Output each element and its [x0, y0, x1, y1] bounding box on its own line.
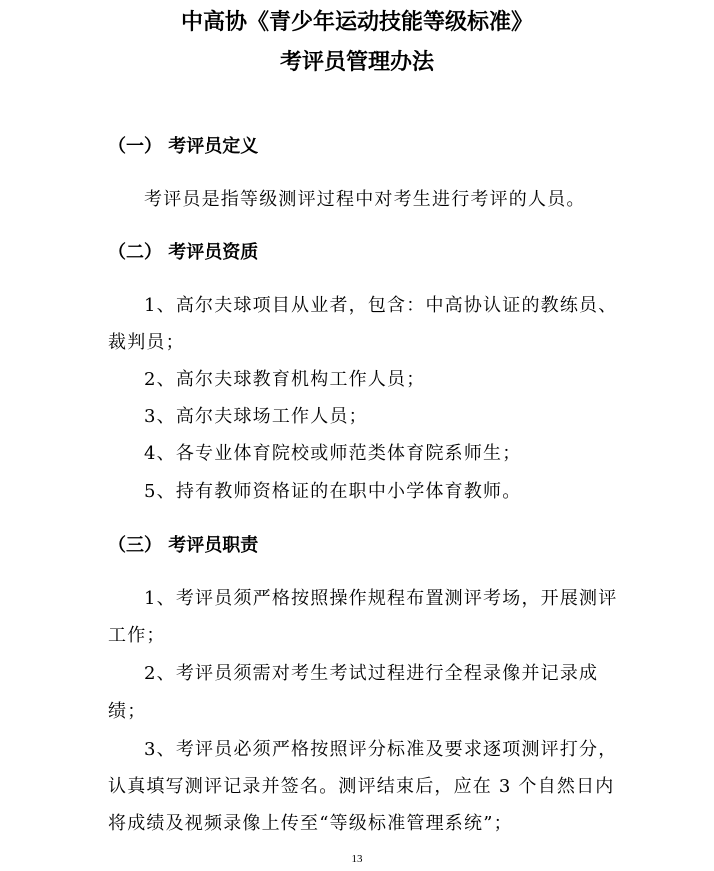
section-heading-definition: （一） 考评员定义: [108, 136, 259, 157]
list-item: 1、高尔夫球项目从业者，包含：中高协认证的教练员、: [144, 295, 618, 316]
list-item-continuation: 认真填写测评记录并签名。测评结束后，应在 3 个自然日内: [108, 776, 615, 797]
list-item-continuation: 将成绩及视频录像上传至“等级标准管理系统”；: [108, 813, 513, 834]
page-number: 13: [351, 853, 363, 865]
list-item-continuation: 绩；: [108, 701, 147, 722]
document-title: 中高协《青少年运动技能等级标准》: [180, 10, 533, 35]
list-item: 2、高尔夫球教育机构工作人员；: [144, 369, 426, 390]
list-item: 2、考评员须需对考生考试过程进行全程录像并记录成: [144, 663, 599, 684]
list-item-continuation: 裁判员；: [108, 332, 185, 353]
list-item: 1、考评员须严格按照操作规程布置测评考场，开展测评: [144, 588, 618, 609]
section-heading-qualification: （二） 考评员资质: [108, 242, 259, 263]
list-item: 5、持有教师资格证的在职中小学体育教师。: [144, 481, 522, 502]
section-heading-duties: （三） 考评员职责: [108, 535, 259, 556]
list-item: 3、高尔夫球场工作人员；: [144, 406, 368, 427]
list-item-continuation: 工作；: [108, 625, 166, 646]
list-item: 3、考评员必须严格按照评分标准及要求逐项测评打分，: [144, 739, 618, 760]
paragraph-line: 考评员是指等级测评过程中对考生进行考评的人员。: [144, 189, 586, 210]
document-subtitle: 考评员管理办法: [279, 50, 434, 75]
list-item: 4、各专业体育院校或师范类体育院系师生；: [144, 443, 522, 464]
